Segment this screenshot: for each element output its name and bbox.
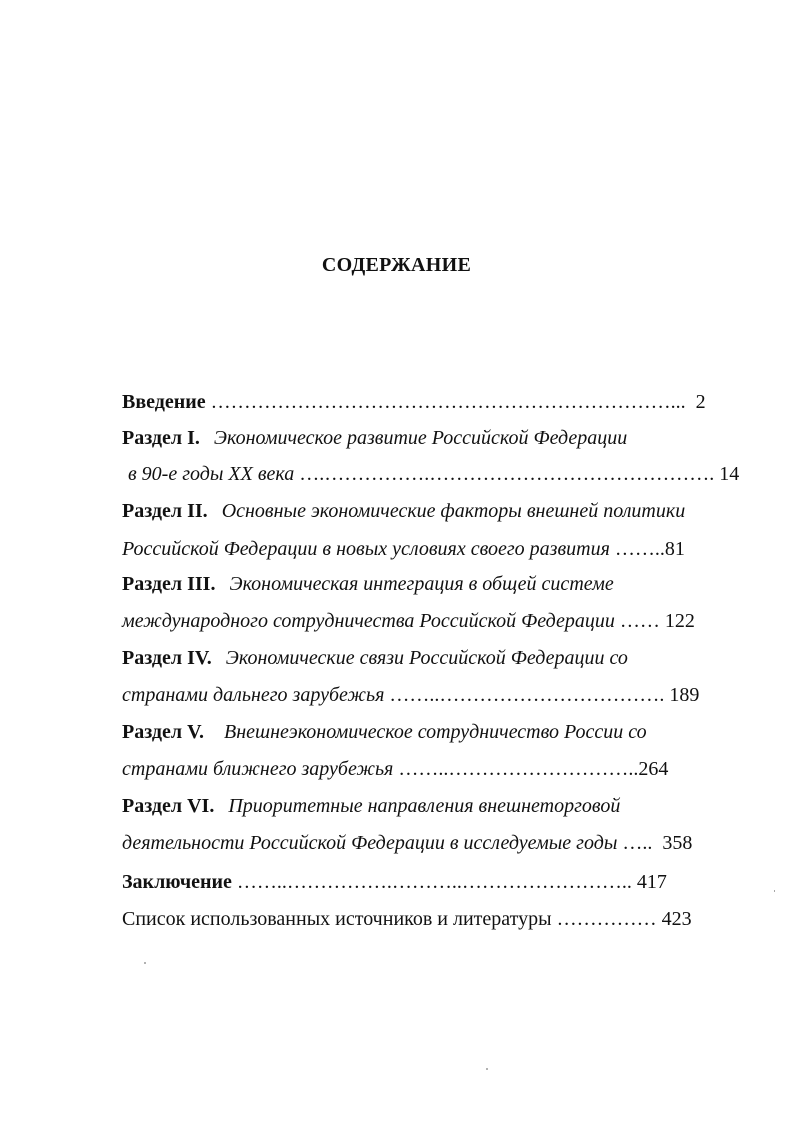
toc-entry-section-2 (122, 499, 685, 523)
toc-title-line1: Экономические связи Российской Федерации со (225, 647, 628, 669)
toc-label: Список использованных источников и литературы (122, 908, 552, 930)
scan-speck (486, 1068, 488, 1070)
page-title: СОДЕРЖАНИЕ (321, 254, 472, 276)
toc-page-number: 2 (695, 391, 706, 413)
toc-label: Введение (122, 391, 206, 413)
toc-entry-section-1-cont (128, 462, 739, 486)
toc-entry-section-4 (122, 646, 628, 670)
toc-entry-section-1 (122, 426, 627, 450)
toc-label: Раздел IV. (122, 647, 212, 669)
toc-page-number: 81 (664, 538, 685, 560)
toc-title-line1: Основные экономические факторы внешней политики (221, 500, 686, 522)
toc-title-line2: странами дальнего зарубежья (122, 684, 385, 706)
toc-page-number: 264 (638, 758, 669, 780)
toc-label: Раздел V. (122, 721, 204, 743)
toc-page-number: 358 (662, 832, 693, 854)
scan-speck (144, 962, 146, 964)
toc-entry-conclusion (122, 870, 667, 894)
toc-entry-references (122, 907, 692, 931)
toc-title-line2: Российской Федерации в новых условиях своего развития (122, 538, 610, 560)
toc-label: Раздел I. (122, 427, 200, 449)
toc-dots: …….. (614, 538, 665, 560)
toc-dots: ……..……………………….. (398, 758, 639, 780)
toc-entry-section-3 (122, 572, 614, 596)
toc-title-line2: странами ближнего зарубежья (122, 758, 394, 780)
toc-entry-section-4-cont (122, 683, 699, 707)
toc-label: Заключение (122, 871, 232, 893)
toc-label: Раздел III. (122, 573, 216, 595)
toc-page-number: 423 (661, 908, 692, 930)
toc-title-line1: Экономическая интеграция в общей системе (229, 573, 614, 595)
toc-title-line2: международного сотрудничества Российской Федерации (122, 610, 615, 632)
toc-title-line1: Приоритетные направления внешнеторговой (228, 795, 621, 817)
toc-label: Раздел II. (122, 500, 208, 522)
toc-title-line2: в 90-е годы XX века (128, 463, 295, 485)
toc-entry-section-2-cont (122, 537, 685, 561)
toc-dots: ….. (622, 832, 653, 854)
toc-dots: …………… (556, 908, 657, 930)
toc-dots: …… (619, 610, 660, 632)
toc-page-number: 14 (719, 463, 740, 485)
toc-page-number: 417 (636, 871, 667, 893)
toc-entry-section-5 (122, 720, 647, 744)
toc-dots: ……………………………………………………………... (210, 391, 686, 413)
toc-entry-section-6 (122, 794, 620, 818)
scan-speck (774, 890, 775, 892)
toc-entry-section-5-cont (122, 757, 668, 781)
toc-entry-section-3-cont (122, 609, 695, 633)
toc-dots: ….…………….……………………………………. (299, 463, 715, 485)
toc-dots: ……..……………………………. (389, 684, 665, 706)
toc-title-line1: Экономическое развитие Российской Федерации (213, 427, 628, 449)
toc-page-number: 189 (669, 684, 700, 706)
toc-dots: ……..…………….………..…………………….. (236, 871, 632, 893)
toc-label: Раздел VI. (122, 795, 215, 817)
toc-entry-section-6-cont (122, 831, 692, 855)
toc-entry-introduction (122, 390, 706, 414)
toc-title-line2: деятельности Российской Федерации в исследуемые годы (122, 832, 618, 854)
toc-page-number: 122 (664, 610, 695, 632)
toc-title-line1: Внешнеэкономическое сотрудничество России со (223, 721, 647, 743)
